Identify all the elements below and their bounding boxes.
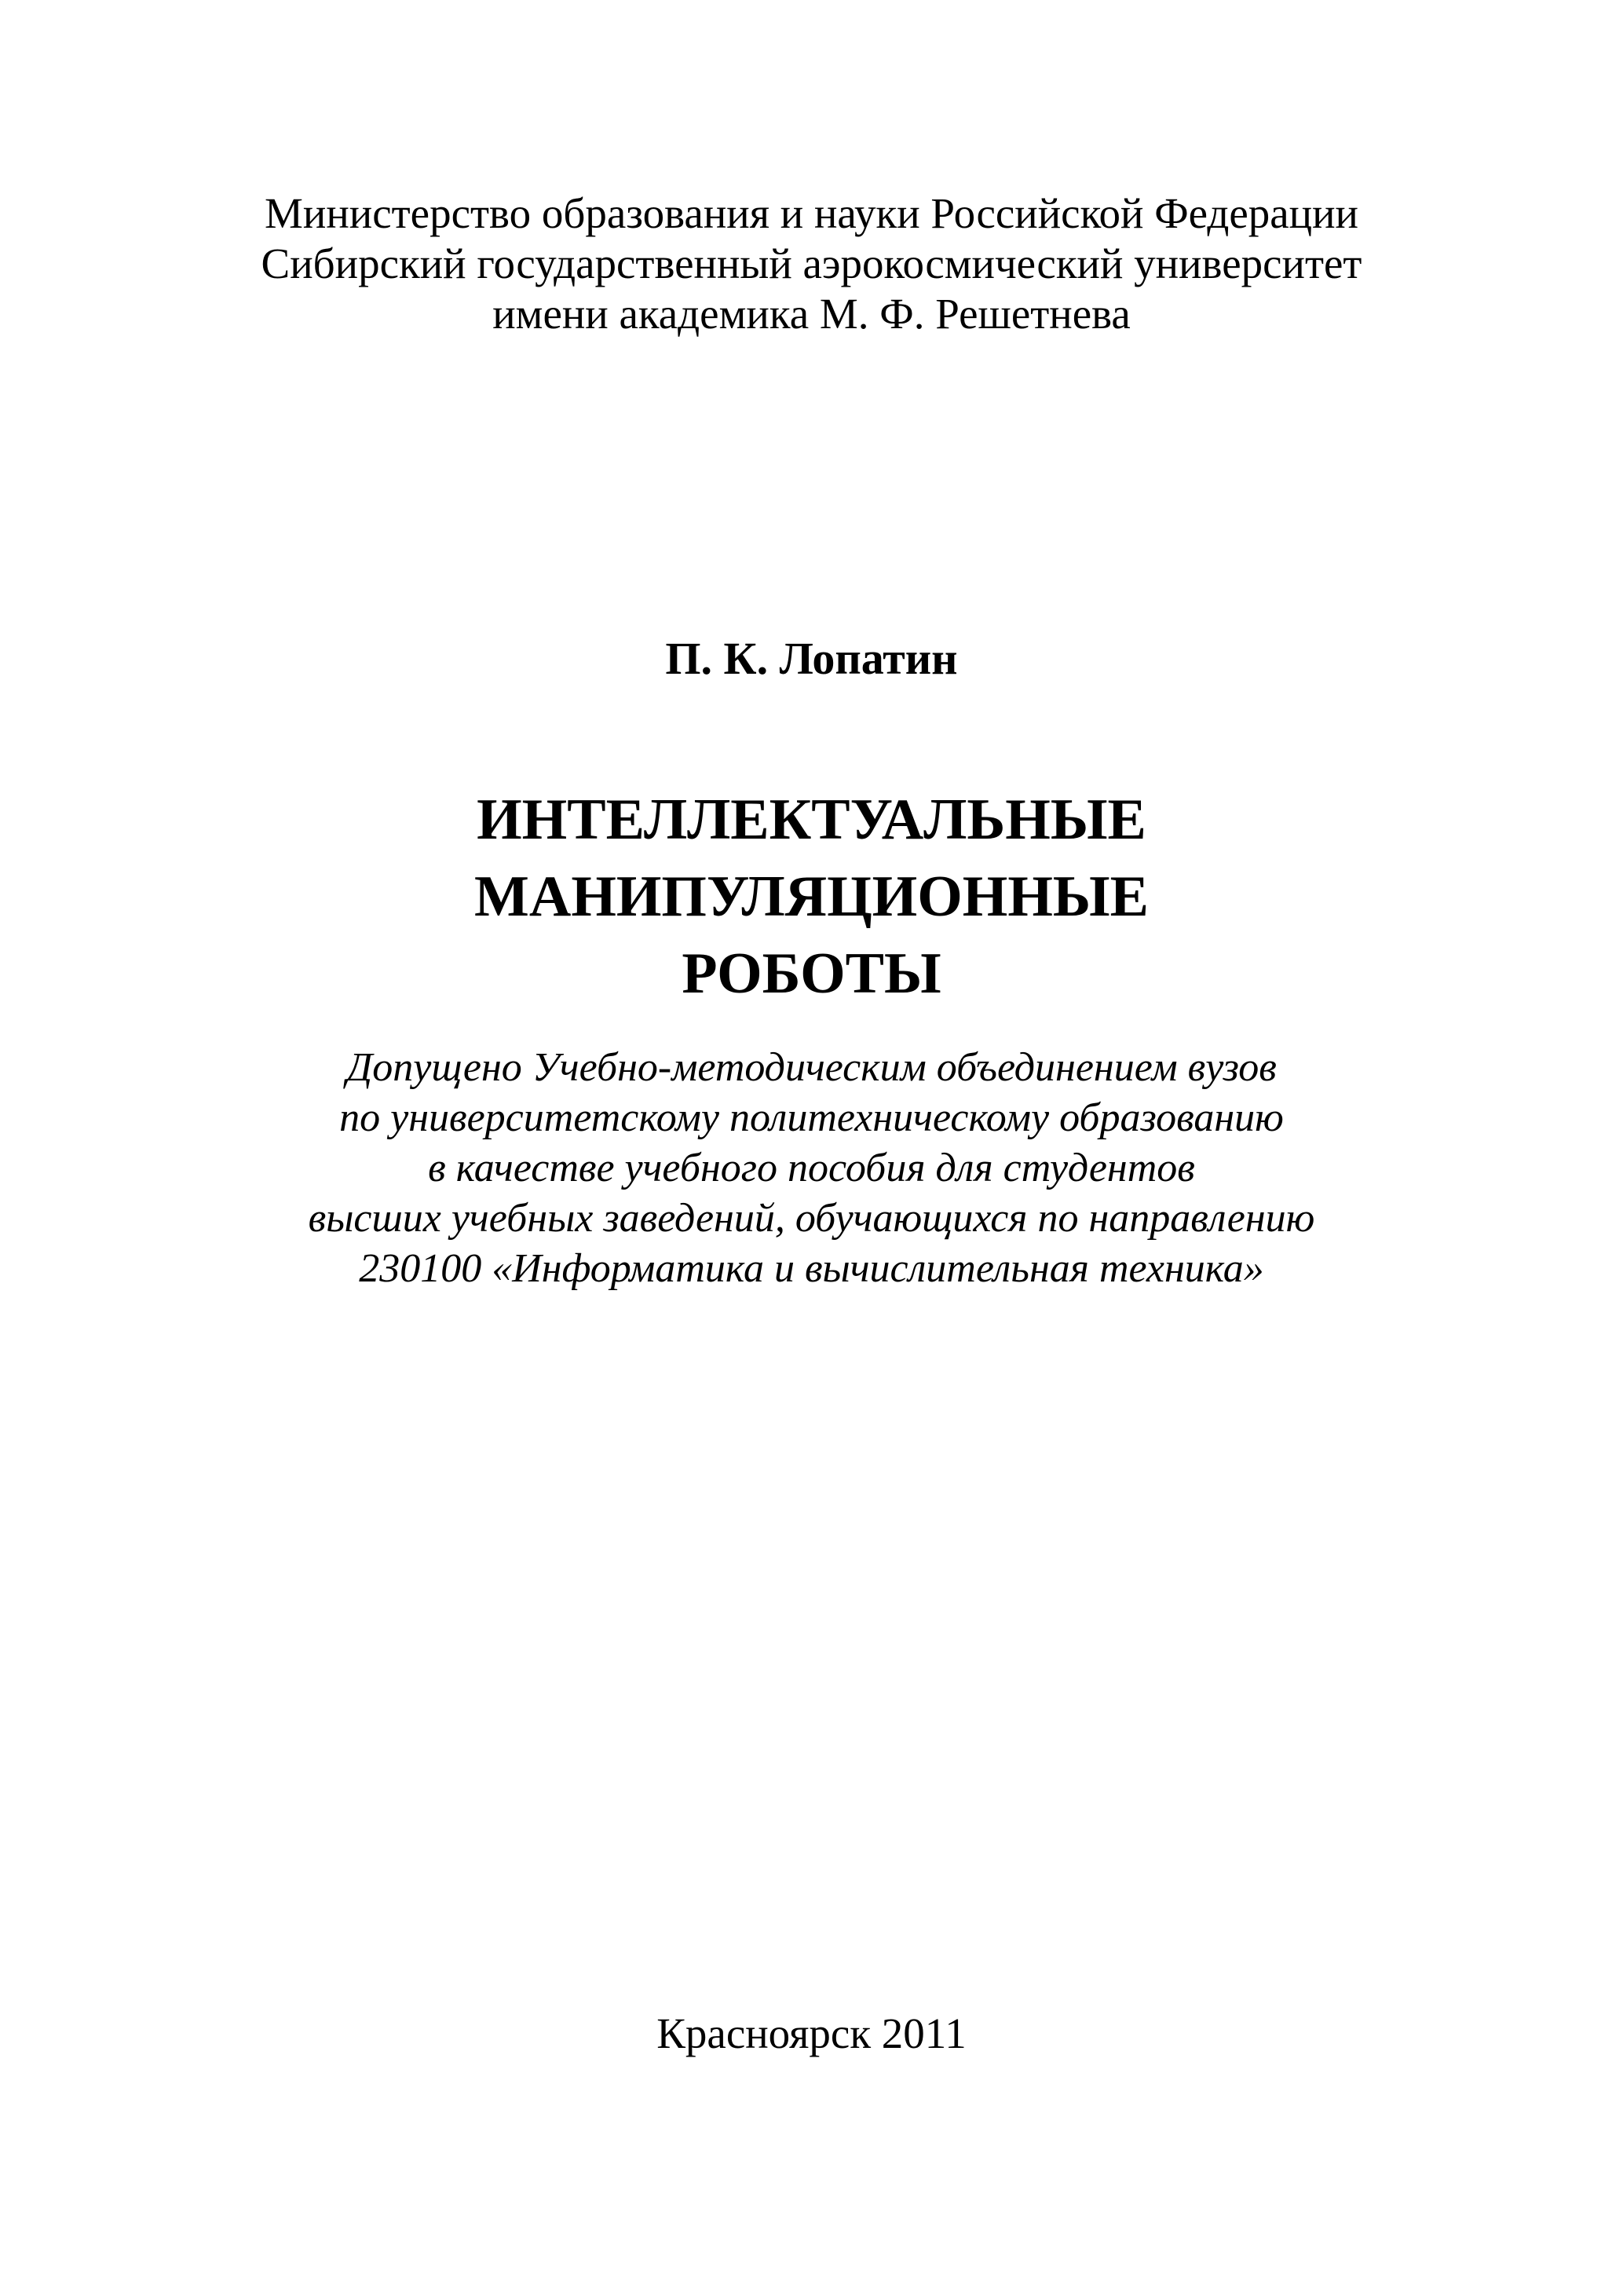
university-line: Сибирский государственный аэрокосмический университет [261,239,1362,287]
author-name: П. К. Лопатин [665,633,958,684]
institution-header [0,188,1623,339]
book-title [0,781,1623,1012]
approval-line: Допущено Учебно-методическим объединением вузов [346,1045,1277,1090]
approval-line: по университетскому политехническому образованию [339,1095,1284,1140]
university-name-line: имени академика М. Ф. Решетнева [492,290,1131,338]
place-and-year: Красноярск 2011 [656,2009,967,2057]
approval-line: 230100 «Информатика и вычислительная техника» [359,1246,1264,1291]
ministry-line: Министерство образования и науки Российской Федерации [265,189,1358,237]
title-line: ИНТЕЛЛЕКТУАЛЬНЫЕ [477,788,1146,852]
title-line: РОБОТЫ [682,941,941,1006]
approval-line: в качестве учебного пособия для студентов [428,1146,1195,1190]
approval-statement [0,1043,1623,1294]
title-line: МАНИПУЛЯЦИОННЫЕ [474,865,1149,929]
approval-line: высших учебных заведений, обучающихся по направлению [308,1196,1315,1241]
